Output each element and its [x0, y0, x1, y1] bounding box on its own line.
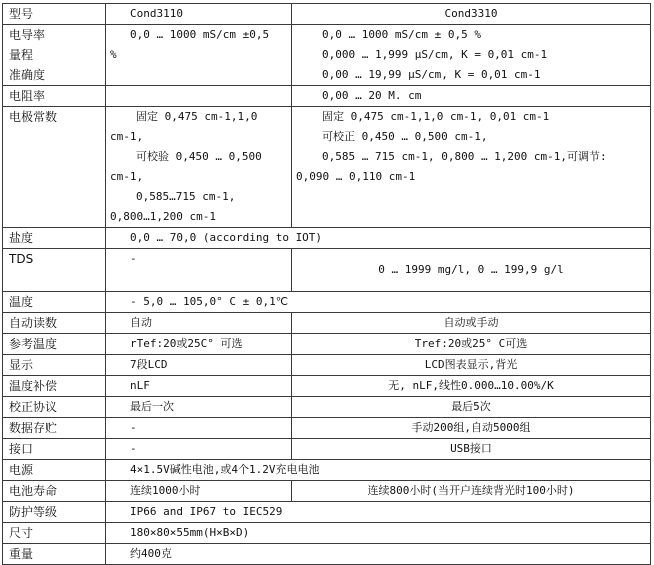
cell-constant-a — [106, 107, 292, 228]
row-storage — [3, 418, 651, 439]
display-a: 7段LCD — [106, 355, 292, 376]
spec-table — [2, 3, 651, 565]
value-line: 0,0 … 1000 mS/cm ± 0,5 % — [322, 28, 481, 41]
value-line: 可校验 0,450 … 0,500 — [136, 150, 262, 163]
label-auto-read: 自动读数 — [3, 313, 106, 334]
value-line: 0,090 … 0,110 cm-1 — [296, 170, 416, 183]
label-weight: 重量 — [3, 544, 106, 565]
ref-temp-a: rTef:20或25C° 可选 — [106, 334, 292, 355]
row-protection — [3, 502, 651, 523]
row-temperature — [3, 292, 651, 313]
cell-constant-b — [292, 107, 651, 228]
battery-b: 连续800小时(当开户连续背光时100小时) — [292, 481, 651, 502]
label-tds: TDS — [3, 249, 106, 292]
label-power: 电源 — [3, 460, 106, 481]
label-line: 量程 — [9, 48, 34, 62]
calibration-a: 最后一次 — [106, 397, 292, 418]
model-b: Cond3310 — [292, 4, 651, 25]
label-resistivity: 电阻率 — [3, 86, 106, 107]
label-model: 型号 — [3, 4, 106, 25]
temp-comp-b: 无, nLF,线性0.000…10.00%/K — [292, 376, 651, 397]
value-line: cm-1, — [110, 170, 144, 183]
value-line: 0,800…1,200 cm-1 — [110, 210, 216, 223]
interface-a: - — [106, 439, 292, 460]
row-salinity — [3, 228, 651, 249]
battery-a: 连续1000小时 — [106, 481, 292, 502]
value-line: 0,000 … 1,999 μS/cm, K = 0,01 cm-1 — [322, 48, 548, 61]
row-temp-comp — [3, 376, 651, 397]
row-resistivity — [3, 86, 651, 107]
model-a: Cond3110 — [106, 4, 292, 25]
label-calibration: 校正协议 — [3, 397, 106, 418]
display-b: LCD图表显示,背光 — [292, 355, 651, 376]
row-power — [3, 460, 651, 481]
label-size: 尺寸 — [3, 523, 106, 544]
label-line: 准确度 — [9, 68, 46, 82]
label-interface: 接口 — [3, 439, 106, 460]
row-model — [3, 4, 651, 25]
salinity-value: 0,0 … 70,0 (according to IOT) — [106, 228, 651, 249]
label-line: 电导率 — [9, 28, 46, 42]
value-line: 固定 0,475 cm-1,1,0 cm-1, 0,01 cm-1 — [322, 110, 550, 123]
row-conductivity — [3, 25, 651, 86]
value-line: % — [110, 48, 117, 61]
value-line: 固定 0,475 cm-1,1,0 — [136, 110, 258, 123]
value-line: 0,585 … 715 cm-1, 0,800 … 1,200 cm-1,可调节: — [322, 150, 607, 163]
value-line: 0,0 … 1000 mS/cm ±0,5 — [130, 28, 270, 41]
label-display: 显示 — [3, 355, 106, 376]
temp-comp-a: nLF — [106, 376, 292, 397]
row-weight — [3, 544, 651, 565]
protection-value: IP66 and IP67 to IEC529 — [106, 502, 651, 523]
auto-read-b: 自动或手动 — [292, 313, 651, 334]
tds-a: - — [106, 249, 292, 292]
row-interface — [3, 439, 651, 460]
row-size — [3, 523, 651, 544]
size-value: 180×80×55mm(H×B×D) — [106, 523, 651, 544]
label-temperature: 温度 — [3, 292, 106, 313]
interface-b: USB接口 — [292, 439, 651, 460]
conductivity-b — [292, 25, 651, 86]
label-ref-temp: 参考温度 — [3, 334, 106, 355]
label-temp-comp: 温度补偿 — [3, 376, 106, 397]
ref-temp-b: Tref:20或25° C可选 — [292, 334, 651, 355]
value-line: 可校正 0,450 … 0,500 cm-1, — [322, 130, 488, 143]
row-auto-read — [3, 313, 651, 334]
resistivity-a — [106, 86, 292, 107]
label-protection: 防护等级 — [3, 502, 106, 523]
value-line: 0,00 … 19,99 μS/cm, K = 0,01 cm-1 — [322, 68, 541, 81]
label-storage: 数据存贮 — [3, 418, 106, 439]
auto-read-a: 自动 — [106, 313, 292, 334]
storage-b: 手动200组,自动5000组 — [292, 418, 651, 439]
label-salinity: 盐度 — [3, 228, 106, 249]
label-conductivity — [3, 25, 106, 86]
row-display — [3, 355, 651, 376]
label-battery: 电池寿命 — [3, 481, 106, 502]
temperature-value: - 5,0 … 105,0° C ± 0,1℃ — [106, 292, 651, 313]
row-calibration — [3, 397, 651, 418]
row-tds — [3, 249, 651, 292]
label-cell-constant: 电极常数 — [3, 107, 106, 228]
weight-value: 约400克 — [106, 544, 651, 565]
calibration-b: 最后5次 — [292, 397, 651, 418]
row-cell-constant — [3, 107, 651, 228]
conductivity-a — [106, 25, 292, 86]
row-battery — [3, 481, 651, 502]
value-line: cm-1, — [110, 130, 144, 143]
storage-a: - — [106, 418, 292, 439]
tds-b: 0 … 1999 mg/l, 0 … 199,9 g/l — [292, 249, 651, 292]
power-value: 4×1.5V碱性电池,或4个1.2V充电电池 — [106, 460, 651, 481]
resistivity-b: 0,00 … 20 M. cm — [292, 86, 651, 107]
value-line: 0,585…715 cm-1, — [136, 190, 236, 203]
row-ref-temp — [3, 334, 651, 355]
